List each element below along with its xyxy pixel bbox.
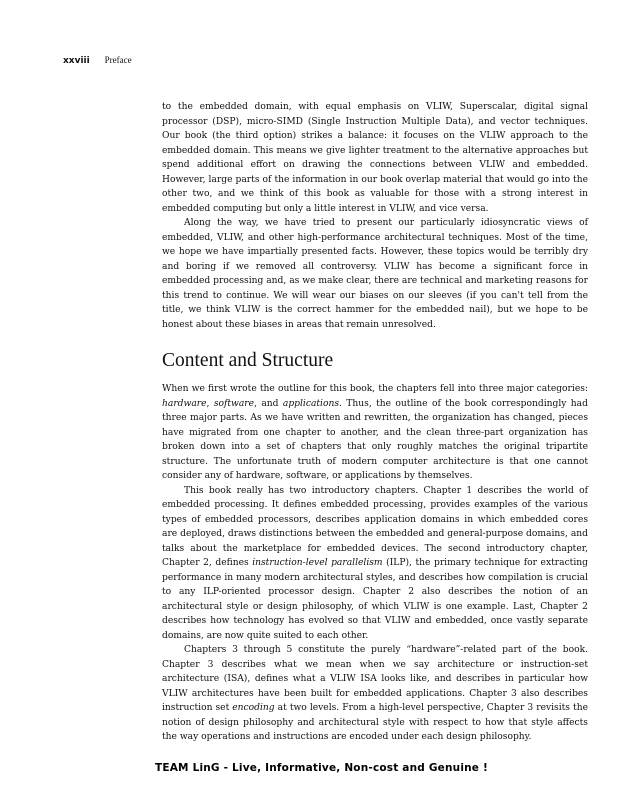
emphasis-encoding: encoding	[232, 703, 275, 713]
paragraph-hardware-chapters	[162, 643, 588, 745]
text-run: This book really has two introductory chapters. Chapter 1 describes the world of embedded processing. It defines embedded processing, provides examples of the various types of embedded processors, describes application domains in which embedded cores are deployed, draws distinctions between the embedded and general-purpose domains, and talks about the marketplace for embedded devices. The second introductory chapter, Chapter 2, defines	[162, 485, 588, 568]
emphasis-software: software	[213, 398, 255, 409]
text-run: ,	[206, 398, 214, 409]
page-number: xxviii	[63, 56, 90, 66]
footer-banner: TEAM LinG - Live, Informative, Non-cost and Genuine !	[155, 762, 488, 774]
text-run: , and	[254, 398, 283, 409]
paragraph-outline	[162, 382, 588, 484]
text-run: . Thus, the outline of the book correspondingly had three major parts. As we have written and rewritten, the organization has changed, pieces have migrated from one chapter to another, and the clean three-part organization has broken down into a set of chapters that only roughly matches the original tripartite structure. The unfortunate truth of modern computer architecture is that one cannot consider any of hardware, software, or applications by themselves.	[162, 398, 588, 481]
running-head	[63, 54, 132, 67]
paragraph-introductory-chapters	[162, 484, 588, 644]
text-run: When we first wrote the outline for this book, the chapters fell into three major categories:	[162, 384, 588, 394]
section-heading: Content and Structure	[162, 350, 334, 371]
text-run: (ILP), the primary technique for extracting performance in many modern architectural styles, and describes how compilation is crucial to any ILP-oriented processor design. Chapter 2 also describes the notion of an architectural style or design philosophy, of which VLIW is one example. Last, Chapter 2 describes how technology has evolved so that VLIW and embedded, once vastly separate domains, are now quite suited to each other.	[162, 558, 588, 641]
emphasis-hardware: hardware	[162, 398, 207, 409]
emphasis-applications: applications	[282, 398, 340, 409]
text-run: at two levels. From a high-level perspective, Chapter 3 revisits the notion of design philosophy and architectural style with respect to how that style affects the way operations and instructions are encoded under each design philosophy.	[162, 703, 588, 742]
paragraph-continued: to the embedded domain, with equal emphasis on VLIW, Superscalar, digital signal processor (DSP), micro-SIMD (Single Instruction Multiple Data), and vector techniques. Our book (the third option) strikes a balance: it focuses on the VLIW approach to the embedded domain. This means we give lighter treatment to the alternative approaches but spend additional effort on drawing the connections between VLIW and embedded. However, large parts of the information in our book overlap material that would go into the other two, and we think of this book as valuable for those with a strong interest in embedded computing but only a little interest in VLIW, and vice versa.	[162, 102, 588, 214]
paragraph-along-the-way: Along the way, we have tried to present our particularly idiosyncratic views of embedded, VLIW, and other high-performance architectural techniques. Most of the time, we hope we have impartially presented facts. However, these topics would be terribly dry and boring if we removed all controversy. VLIW has become a significant force in embedded processing and, as we make clear, there are technical and marketing reasons for this trend to continue. We will wear our biases on our sleeves (if you can't tell from the title, we think VLIW is the correct hammer for the embedded nail), but we hope to be honest about these biases in areas that remain unresolved.	[162, 218, 588, 330]
page-body	[162, 100, 588, 745]
emphasis-ilp: instruction-level parallelism	[252, 558, 383, 568]
text-run: Chapters 3 through 5 constitute the purely “hardware”-related part of the book. Chapter 3 describes what we mean when we say architecture or instruction-set architecture (ISA), defines what a VLIW ISA looks like, and describes in particular how VLIW architectures have been built for embedded applications. Chapter 3 also describes instruction set	[162, 645, 588, 713]
running-title: Preface	[104, 55, 132, 65]
